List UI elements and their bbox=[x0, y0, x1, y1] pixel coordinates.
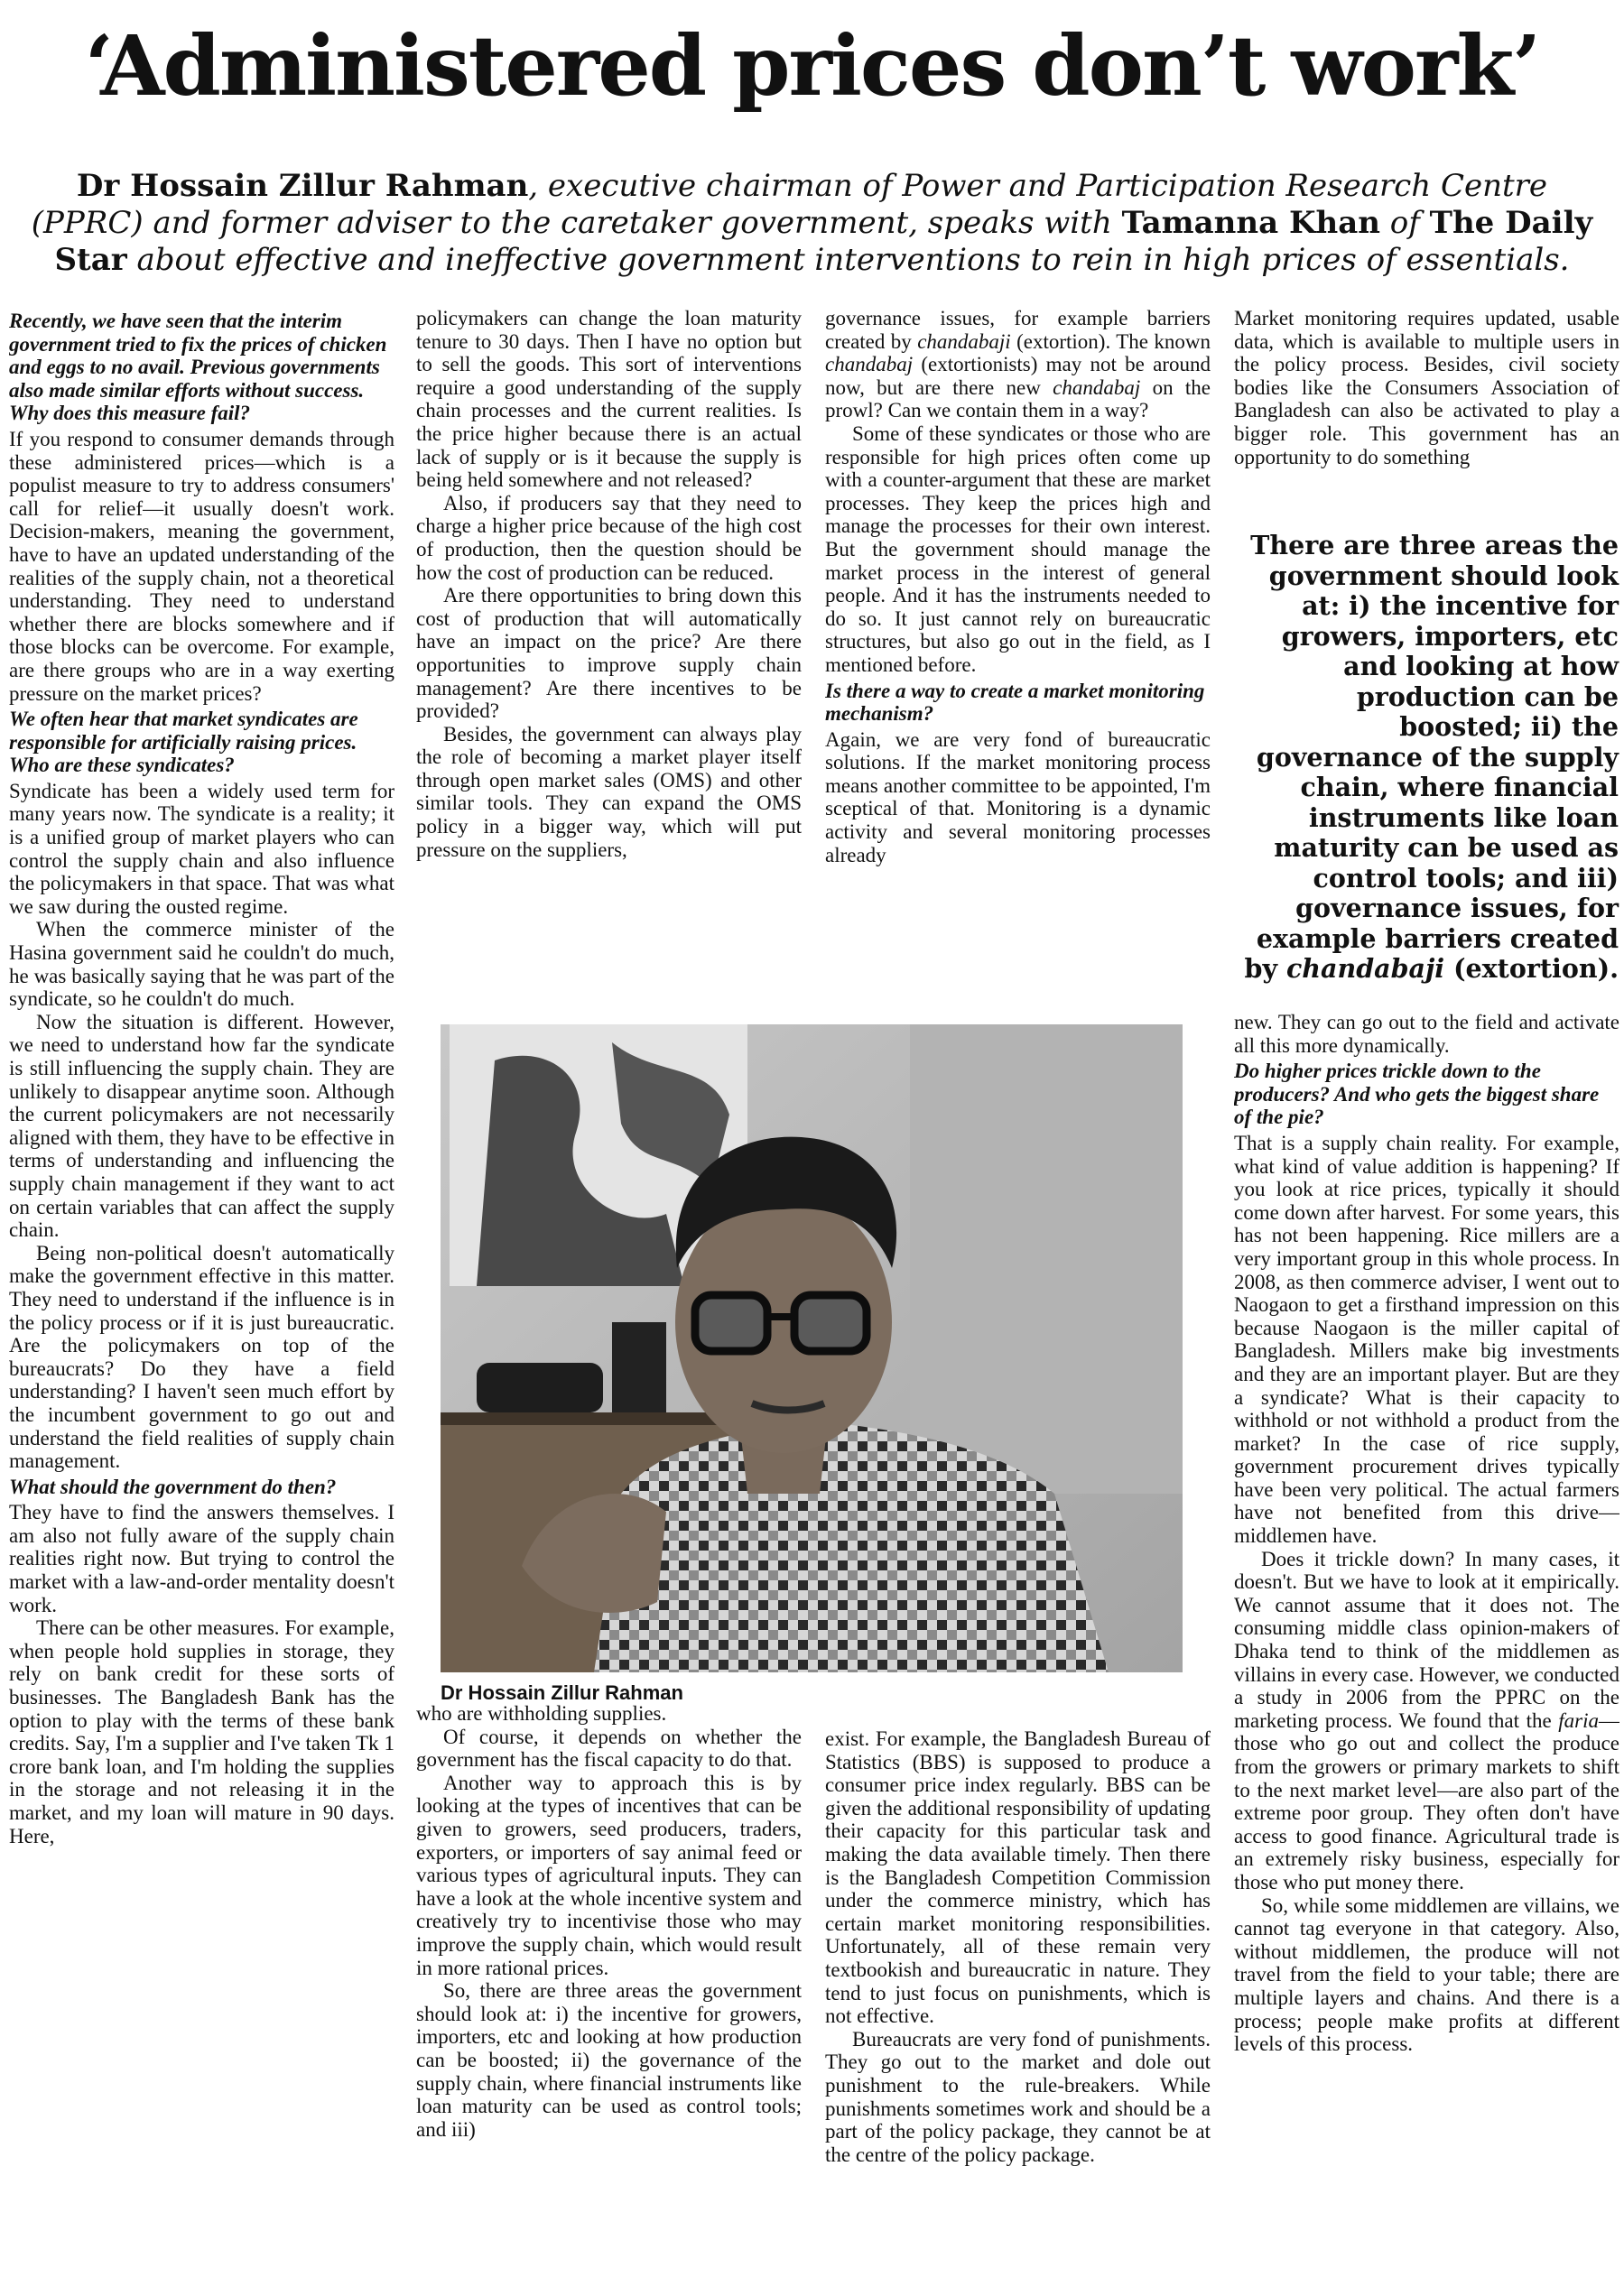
body-paragraph bbox=[1234, 1548, 1619, 1894]
standfirst bbox=[18, 168, 1606, 279]
question: We often hear that market syndicates are responsible for artificially raising prices. Who are these syndicates? bbox=[9, 708, 358, 777]
text-run: Does it trickle down? In many cases, it doesn't. But we have to look at it empirically. We cannot assume that it does not. The consuming middle class opinion-makers of Dhaka tend to think of the middlemen as villains in every case. However, we conducted a study in 2006 from the PPRC on the marketing process. We found that the bbox=[1234, 1547, 1619, 1732]
text-run: (extortionists) may not be around now, but are there new bbox=[825, 353, 1211, 399]
portrait-photo bbox=[441, 1024, 1183, 1672]
body-paragraph: policymakers can change the loan maturity tenure to 30 days. Then I have no option but to sell the goods. This sort of interventions require a good understanding of the supply chain processes and the current realities. Is the price higher because there is an actual lack of supply or is it because the supply is being held somewhere and not released? bbox=[416, 307, 802, 492]
text-run: —those who go out and collect the produce from the growers or primary markets to shift to the next market level—are also part of the extreme poor group. They often don't have access to good finance. Agricultural trade is an extremely risky business, especially for those who put money there. bbox=[1234, 1708, 1619, 1893]
article-column-4 bbox=[1234, 307, 1619, 519]
photo-caption: Dr Hossain Zillur Rahman bbox=[441, 1681, 683, 1704]
standfirst-topic: about effective and ineffective government interventions to rein in high prices of essentials. bbox=[126, 242, 1570, 278]
body-paragraph: Market monitoring requires updated, usable data, which is available to multiple users in the policy process. Besides, civil society bodies like the Consumers Association of Bangladesh can also be activated to play a bigger role. This government has an opportunity to do something bbox=[1234, 307, 1619, 468]
body-paragraph: Of course, it depends on whether the government has the fiscal capacity to do that. bbox=[416, 1725, 802, 1772]
article-column-4-continued bbox=[1234, 1011, 1619, 2283]
article-column-3-continued bbox=[825, 1727, 1211, 2283]
question: Recently, we have seen that the interim government tried to fix the prices of chicken and eggs to no avail. Previous governments also made similar efforts without success. Why does this measure fail? bbox=[9, 310, 387, 425]
question: Do higher prices trickle down to the producers? And who gets the biggest share of the pie? bbox=[1234, 1060, 1600, 1129]
text-run: on the prowl? Can we contain them in a way? bbox=[825, 375, 1211, 422]
article-column-1 bbox=[9, 307, 394, 2283]
text-run: (extortion). The known bbox=[1010, 329, 1211, 353]
body-paragraph: Besides, the government can always play the role of becoming a market player itself through open market sales (OMS) and other similar tools. They can expand the OMS policy in a bigger way, which will put pressure on the suppliers, bbox=[416, 722, 802, 861]
body-paragraph: There can be other measures. For example, when people hold supplies in storage, they rely on bank credit for these sorts of businesses. The Bangladesh Bank has the option to play with the terms of these bank credits. Say, I'm a supplier and I've taken Tk 1 crore bank loan, and I'm holding the supplies in the storage and not releasing it in the market, and my loan will mature in 90 days. Here, bbox=[9, 1616, 394, 1847]
interviewee-name: Dr Hossain Zillur Rahman bbox=[76, 168, 529, 204]
pull-quote-term: chandabaji bbox=[1285, 953, 1445, 984]
term-chandabaji: chandabaji bbox=[917, 329, 1011, 353]
pull-quote-end: (extortion). bbox=[1444, 953, 1619, 984]
article-column-3 bbox=[825, 307, 1211, 988]
term-chandabaj: chandabaj bbox=[1053, 375, 1141, 399]
answer-paragraph: If you respond to consumer demands through these administered prices—which is a populist measure to try to address consumers' call for relief—it usually doesn't work. Decision-makers, meaning the government, have to have an updated understanding of the realities of the supply chain, not a theoretical understanding. They need to understand whether there are blocks somewhere and if those blocks can be overcome. For example, are there groups who are in a way exerting pressure on the market prices? bbox=[9, 427, 394, 705]
portrait-illustration bbox=[441, 1024, 1183, 1672]
article-column-2-continued bbox=[416, 1702, 802, 2283]
body-paragraph: Also, if producers say that they need to charge a higher price because of the high cost of production, then the question should be how the cost of production can be reduced. bbox=[416, 491, 802, 584]
body-paragraph: Some of these syndicates or those who are responsible for high prices often come up with a counter-argument that these are market processes. They keep the prices high and manage the processes for their own interest. But the government should manage the market process in the interest of general people. And it has the instruments needed to do so. It just cannot rely on bureaucratic structures, but also go out in the field, as I mentioned before. bbox=[825, 421, 1211, 676]
body-paragraph bbox=[825, 307, 1211, 422]
answer-paragraph: That is a supply chain reality. For example, what kind of value addition is happening? If you look at rice prices, typically it should come down after harvest. For some years, this has not been happening. Rice millers are a very important group in this whole process. In 2008, as then commerce adviser, I went out to Naogaon to get a firsthand impression on this because Naogaon is the miller capital of Bangladesh. Millers make big investments and they are an important player. But are they a syndicate? What is their capacity to withhold or not withhold a product from the market? In the case of rice supply, government procurement drives typically have been very political. The actual farmers have not benefited from this drive—middlemen have. bbox=[1234, 1131, 1619, 1548]
pull-quote-text: There are three areas the government should look at: i) the incentive for growers, importers, etc and looking at how production can be boosted; ii) the governance of the supply chain, where financial instruments like loan maturity can be used as control tools; and iii) governance issues, for example barriers created by bbox=[1244, 530, 1619, 984]
interviewer-name: Tamanna Khan bbox=[1121, 205, 1380, 241]
standfirst-of: of bbox=[1379, 205, 1430, 241]
body-paragraph: Now the situation is different. However, we need to understand how far the syndicate is still influencing the supply chain. They are unlikely to disappear anytime soon. Although the current policymakers are not necessarily aligned with them, they have to be effective in terms of understanding and influencing the supply chain management if they want to act on certain variables that can affect the supply chain. bbox=[9, 1010, 394, 1242]
standfirst-role: , executive chairman of Power and Participation Research Centre (PPRC) and former adviser to the caretaker government, speaks with bbox=[31, 168, 1548, 241]
body-paragraph: Another way to approach this is by looking at the types of incentives that can be given to growers, seed producers, traders, exporters, or importers of say animal feed or various types of agricultural inputs. They can have a look at the whole incentive system and creatively try to incentivise those who may improve the supply chain, which would result in more rational prices. bbox=[416, 1771, 802, 1979]
body-paragraph: So, while some middlemen are villains, we cannot tag everyone in that category. Also, without middlemen, the produce will not travel from the field to your table; there are multiple layers and chains. And there is a process; people make profits at different levels of this process. bbox=[1234, 1893, 1619, 2056]
pull-quote bbox=[1244, 531, 1619, 987]
headline: ‘Administered prices don’t work’ bbox=[84, 17, 1540, 115]
text-run: governance issues, for example barriers created by bbox=[825, 307, 1211, 353]
body-paragraph: who are withholding supplies. bbox=[416, 1702, 667, 1725]
answer-paragraph: Syndicate has been a widely used term for many years now. The syndicate is a reality; it is a unified group of market players who can control the supply chain and also influence the policymakers in that space. That was what we saw during the ousted regime. bbox=[9, 779, 394, 918]
question: What should the government do then? bbox=[9, 1475, 337, 1498]
body-paragraph: So, there are three areas the government should look at: i) the incentive for growers, importers, etc and looking at how production can be boosted; ii) the governance of the supply chain, where financial instruments like loan maturity can be used as control tools; and iii) bbox=[416, 1979, 802, 2141]
answer-paragraph: Again, we are very fond of bureaucratic solutions. If the market monitoring process means another committee to be appointed, I'm sceptical of that. Monitoring is a dynamic activity and several monitoring processes already bbox=[825, 727, 1211, 866]
publication-name: The Daily Star bbox=[54, 205, 1593, 278]
body-paragraph: Are there opportunities to bring down this cost of production that will automatically have an impact on the price? Are there opportunities to improve supply chain management? Are there incentives to be provided? bbox=[416, 584, 802, 723]
body-paragraph: When the commerce minister of the Hasina government said he couldn't do much, he was basically saying that he was part of the syndicate, so he couldn't do much. bbox=[9, 918, 394, 1011]
body-paragraph: exist. For example, the Bangladesh Bureau of Statistics (BBS) is supposed to produce a consumer price index regularly. BBS can be given the additional responsibility of updating their capacity for this particular task and making the data available timely. Then there is the Bangladesh Competition Commission under the commerce ministry, which has certain market monitoring responsibilities. Unfortunately, all of these remain very textbookish and bureaucratic in nature. They tend to just focus on punishments, which is not effective. bbox=[825, 1727, 1211, 2028]
article-column-2 bbox=[416, 307, 802, 988]
body-paragraph: Being non-political doesn't automatically make the government effective in this matter. They need to understand if the influence is in the policy process or if it is just bureaucratic. Are the policymakers on top of the bureaucrats? Do they have a field understanding? I haven't seen much effort by the incumbent government to go out and understand the field realities of supply chain management. bbox=[9, 1241, 394, 1473]
answer-paragraph: They have to find the answers themselves. I am also not fully aware of the supply chain realities right now. But trying to control the market with a law-and-order mentality doesn't work. bbox=[9, 1501, 394, 1616]
term-faria: faria bbox=[1558, 1708, 1599, 1732]
body-paragraph: new. They can go out to the field and activate all this more dynamically. bbox=[1234, 1011, 1619, 1057]
body-paragraph: Bureaucrats are very fond of punishments. They go out to the market and dole out punishment to the rule-breakers. While punishments sometimes work and should be a part of the policy package, they cannot be at the centre of the policy package. bbox=[825, 2027, 1211, 2166]
question: Is there a way to create a market monitoring mechanism? bbox=[825, 679, 1205, 726]
term-chandabaj: chandabaj bbox=[825, 353, 914, 376]
